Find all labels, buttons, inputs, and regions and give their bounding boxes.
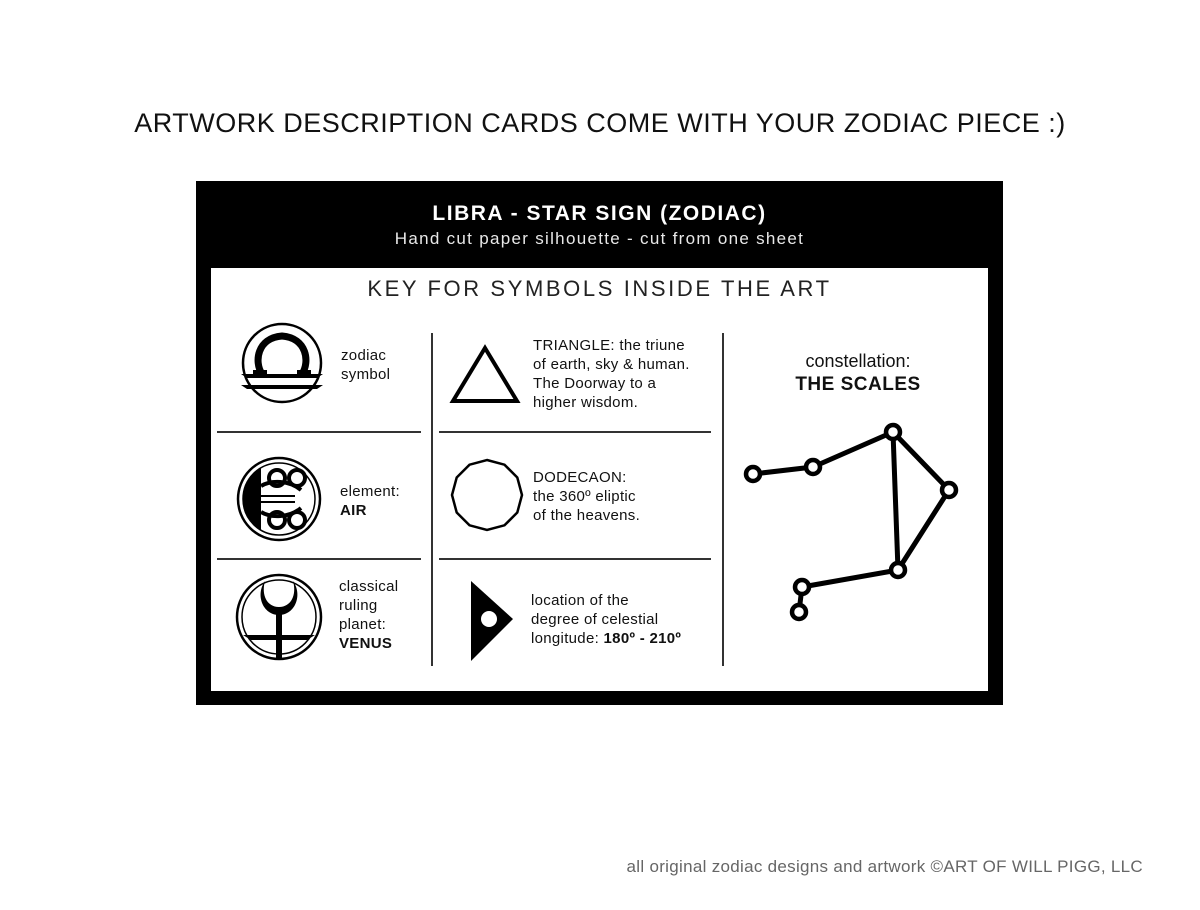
label-line: zodiac <box>341 347 387 364</box>
label-line: ruling <box>339 597 378 614</box>
label-line: symbol <box>341 366 391 383</box>
page-headline: ARTWORK DESCRIPTION CARDS COME WITH YOUR ZODIAC PIECE :) <box>134 108 1066 138</box>
label-line: of the heavens. <box>533 507 641 524</box>
label-line: element: <box>340 483 400 500</box>
constellation-name: THE SCALES <box>795 374 921 395</box>
copyright-footer: all original zodiac designs and artwork ©ART OF WILL PIGG, LLC <box>626 857 1143 876</box>
label-line: TRIANGLE: the triune <box>533 337 685 354</box>
label-line: longitude: <box>531 630 604 647</box>
label-line: location of the <box>531 592 629 609</box>
element-value: AIR <box>340 502 367 519</box>
label-line: higher wisdom. <box>533 394 639 411</box>
label-line: DODECAON: <box>533 469 627 486</box>
label-line: of earth, sky & human. <box>533 356 690 373</box>
planet-value: VENUS <box>339 635 393 652</box>
label-line: classical <box>339 578 399 595</box>
label-line: the 360º eliptic <box>533 488 636 505</box>
label-line: planet: <box>339 616 387 633</box>
label-line: The Doorway to a <box>533 375 657 392</box>
card-subtitle: Hand cut paper silhouette - cut from one sheet <box>394 229 805 248</box>
longitude-value: 180º - 210º <box>603 630 682 647</box>
constellation-caption: constellation: <box>805 351 911 371</box>
key-title: KEY FOR SYMBOLS INSIDE THE ART <box>367 276 832 301</box>
label-line: degree of celestial <box>531 611 659 628</box>
card-title: LIBRA - STAR SIGN (ZODIAC) <box>432 202 767 225</box>
